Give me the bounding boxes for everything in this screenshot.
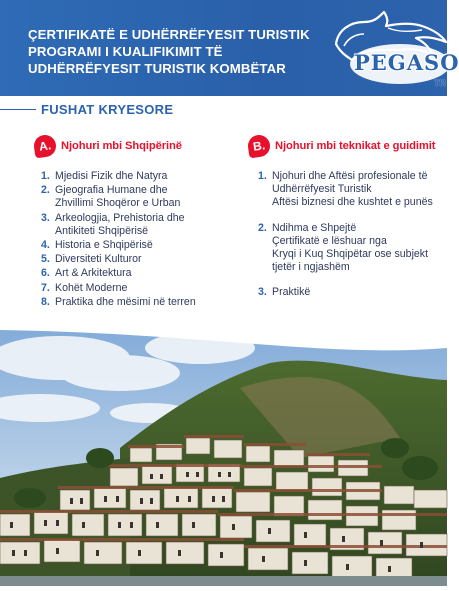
hillside-town-photo bbox=[0, 318, 447, 586]
item-number: 4. bbox=[41, 239, 50, 252]
item-text: Kryqi i Kuq Shqipëtar ose subjekt bbox=[272, 248, 429, 261]
column-a-title: Njohuri mbi Shqipërinë bbox=[61, 140, 182, 152]
item-text: Praktika dhe mësimi në terren bbox=[55, 295, 196, 308]
item-text: Çertifikatë e lëshuar nga bbox=[272, 234, 387, 247]
column-b-list bbox=[258, 170, 443, 300]
item-number: 3. bbox=[258, 286, 267, 299]
item-text: Diversiteti Kulturor bbox=[55, 253, 142, 266]
item-text: Kohët Moderne bbox=[55, 281, 128, 294]
list-item bbox=[41, 296, 221, 309]
item-number: 6. bbox=[41, 267, 50, 280]
item-text: Historia e Shqipërisë bbox=[55, 239, 153, 252]
section-title: FUSHAT KRYESORE bbox=[41, 102, 174, 117]
column-b-title: Njohuri mbi teknikat e guidimit bbox=[275, 140, 436, 152]
item-text: Praktikë bbox=[272, 286, 311, 299]
logo-suffix: TR bbox=[434, 78, 446, 88]
list-item bbox=[41, 239, 221, 252]
item-number: 8. bbox=[41, 295, 50, 308]
item-number: 3. bbox=[41, 211, 50, 224]
item-number: 1. bbox=[258, 170, 267, 182]
item-text: Aftësi biznesi dhe kushtet e punës bbox=[272, 196, 433, 209]
list-item bbox=[41, 212, 221, 238]
list-item bbox=[258, 170, 443, 210]
item-number: 2. bbox=[258, 221, 267, 234]
column-a-heading bbox=[34, 135, 182, 157]
item-text: Ndihma e Shpejtë bbox=[272, 221, 357, 234]
list-item bbox=[41, 184, 221, 210]
title-line-3: UDHËRRËFYESIT TURISTIK KOMBËTAR bbox=[28, 61, 286, 76]
title-line-1: ÇERTIFIKATË E UDHËRRËFYESIT TURISTIK bbox=[28, 27, 310, 42]
item-text: Art & Arkitektura bbox=[55, 267, 132, 280]
list-item bbox=[258, 286, 443, 299]
item-number: 1. bbox=[41, 170, 50, 182]
town-illustration bbox=[0, 318, 447, 586]
list-item bbox=[41, 170, 221, 183]
list-item bbox=[41, 253, 221, 266]
list-item bbox=[258, 222, 443, 275]
pegaso-logo bbox=[318, 4, 459, 90]
badge-b: B. bbox=[247, 134, 272, 159]
item-number: 7. bbox=[41, 281, 50, 294]
section-divider bbox=[0, 109, 36, 110]
column-a-list bbox=[41, 170, 221, 309]
header-banner bbox=[0, 0, 459, 96]
item-text: Gjeografia Humane dhe bbox=[55, 184, 168, 197]
list-item bbox=[41, 282, 221, 295]
item-text: Antikiteti Shqipërisë bbox=[55, 224, 149, 237]
item-text: Arkeologjia, Prehistoria dhe bbox=[55, 211, 185, 224]
column-b-heading bbox=[248, 135, 435, 157]
item-text: Njohuri dhe Aftësi profesionale të bbox=[272, 170, 428, 182]
item-number: 2. bbox=[41, 184, 50, 197]
horse-icon bbox=[318, 4, 447, 90]
item-number: 5. bbox=[41, 253, 50, 266]
badge-a: A. bbox=[33, 134, 58, 159]
title-line-2: PROGRAMI I KUALIFIKIMIT TË bbox=[28, 44, 223, 59]
logo-wordmark: PEGASO bbox=[354, 50, 459, 75]
list-item bbox=[41, 267, 221, 280]
page-title bbox=[28, 26, 318, 77]
item-text: Udhërrëfyesit Turistik bbox=[272, 183, 372, 196]
item-text: tjetër i ngjashëm bbox=[272, 261, 350, 274]
item-text: Zhvillimi Shoqëror e Urban bbox=[55, 197, 181, 210]
item-text: Mjedisi Fizik dhe Natyra bbox=[55, 170, 168, 182]
